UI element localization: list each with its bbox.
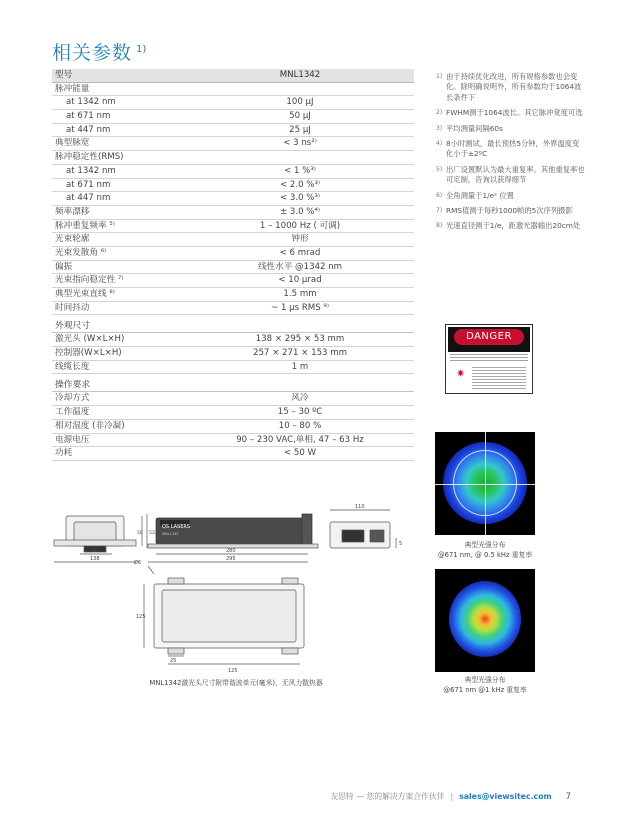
beam-profile-671nm-1khz: [435, 569, 535, 672]
header-model: MNL1342: [279, 70, 321, 80]
page-title: 相关参数 $^{1)}$: [52, 42, 147, 64]
row-value: < 3.0 %³⁾: [279, 193, 321, 204]
row-label: at 671 nm: [66, 111, 111, 122]
table-row: [52, 124, 414, 138]
dim-53: 53.5: [149, 531, 160, 536]
row-value: ± 3.0 %⁴⁾: [279, 206, 321, 217]
footnote: [436, 165, 586, 186]
row-value: < 10 μrad: [278, 275, 322, 286]
spec-rows: [52, 83, 414, 316]
beam-caption-2: 典型光强分布 @671 nm @1 kHz 重复率: [443, 676, 527, 694]
dimension-drawing: [50, 500, 422, 678]
footnote-number: 5): [436, 165, 443, 173]
footnote-text: 光速直径测于1/e，距激光器输出20cm处: [446, 221, 581, 231]
spec-table: [52, 69, 414, 461]
table-row: [52, 247, 414, 261]
footer-email-link[interactable]: sales@viewsitec.com: [459, 792, 552, 801]
table-row: [52, 434, 414, 448]
footnote-number: 2): [436, 109, 443, 117]
row-value: < 50 W: [283, 448, 317, 459]
row-label: at 1342 nm: [66, 165, 116, 176]
row-label: 时间抖动: [55, 302, 90, 313]
row-value: 1 m: [291, 361, 309, 372]
table-row: [52, 333, 414, 347]
page-number: 7: [565, 791, 571, 801]
row-label: 脉冲重复频率 ⁵⁾: [55, 220, 115, 231]
row-label: 典型光束直线 ⁸⁾: [55, 289, 115, 299]
model-label: MNL1342: [162, 532, 179, 536]
header-label: 型号: [55, 70, 73, 80]
row-value: < 1 %³⁾: [284, 165, 316, 176]
row-label: 功耗: [55, 448, 73, 459]
table-row: [52, 261, 414, 275]
table-row: [52, 392, 414, 406]
row-label: 光束轮廓: [55, 234, 90, 245]
table-row: [52, 233, 414, 247]
danger-label: [445, 324, 533, 394]
row-value: 257 × 271 × 153 mm: [252, 348, 347, 359]
table-row: [52, 110, 414, 124]
row-value: < 6 mrad: [279, 247, 321, 258]
footnote: [436, 139, 586, 160]
table-row: [52, 165, 414, 179]
row-label: 脉冲稳定性(RMS): [55, 152, 124, 163]
table-row: [52, 151, 414, 165]
footer-tagline: 友思特 — 您的解决方案合作伙伴: [330, 792, 445, 801]
row-label: at 447 nm: [66, 193, 111, 204]
dim-6: Ø6: [134, 560, 142, 566]
crosshair-vertical: [485, 432, 486, 535]
row-value: < 2.0 %³⁾: [279, 179, 321, 190]
operation-rows: [52, 392, 414, 460]
footnote: [436, 191, 586, 201]
row-label: at 671 nm: [66, 179, 111, 190]
row-value: [186, 151, 414, 164]
row-value: 线性水平 @1342 nm: [257, 261, 343, 272]
table-row: [52, 206, 414, 220]
row-label: 相对湿度 (非冷凝): [55, 420, 125, 431]
row-label: 偏振: [55, 261, 73, 272]
footnote-number: 8): [436, 222, 443, 230]
footnote-text: 平均测量间隔60s: [446, 123, 503, 133]
warning-text-lines-2: [472, 367, 526, 391]
warning-text-lines: [450, 354, 528, 363]
row-label: 脉冲能量: [55, 83, 90, 94]
row-label: 电源电压: [55, 434, 90, 445]
dim-25: 25: [170, 658, 177, 664]
table-row: [52, 302, 414, 316]
footnote-number: 7): [436, 207, 443, 215]
row-label: 典型脉宽: [55, 138, 90, 149]
footnote-text: 由于持续优化改进，所有规格参数也会变化。除明确说明外，所有参数均于1064波长条件下: [446, 72, 582, 102]
row-label: at 1342 nm: [66, 97, 116, 108]
row-label: 工作温度: [55, 407, 90, 418]
title-footnote: 1): [136, 43, 147, 55]
section-dimensions: 外观尺寸: [52, 315, 414, 333]
table-row: [52, 361, 414, 375]
footer-separator: |: [450, 792, 454, 801]
table-row: [52, 447, 414, 461]
section-operation: 操作要求: [52, 374, 414, 392]
row-label: 激光头 (W×L×H): [55, 334, 125, 345]
footnote-number: 1): [436, 73, 443, 80]
footnote-text: 8小时测试，最长预热5分钟，外界温度变化小于±2ºC: [446, 139, 580, 159]
dim-138: 138: [90, 556, 100, 562]
row-value: 1 – 1000 Hz ( 可调): [259, 220, 341, 231]
row-value: 风冷: [291, 393, 309, 404]
row-value: 钟形: [291, 234, 309, 245]
table-row: [52, 179, 414, 193]
table-row: [52, 83, 414, 97]
dim-50: 50: [137, 531, 143, 536]
dim-295: 295: [226, 556, 236, 562]
table-header-row: [52, 69, 414, 83]
brand-label: QS LASERS: [162, 524, 191, 530]
footnote-text: 出厂设置默认为最大重复率。其他重复率也可定制，咨询以获得细节: [446, 164, 585, 185]
row-label: 光束发散角 ⁶⁾: [55, 247, 107, 258]
row-value: 138 × 295 × 53 mm: [255, 334, 345, 345]
row-value: 50 μJ: [289, 111, 311, 122]
table-row: [52, 96, 414, 110]
beam-profile-671nm-0.5khz: [435, 432, 535, 535]
footnote-text: FWHM测于1064波长。其它脉冲宽度可选: [446, 108, 583, 118]
row-value: 10 – 80 %: [278, 420, 322, 431]
row-label: 控制器(W×L×H): [55, 348, 122, 359]
row-value: 15 – 30 ºC: [277, 407, 323, 418]
footnote: [436, 108, 586, 118]
beam-caption-1: 典型光强分布 @671 nm, @ 0.5 kHz 重复率: [437, 541, 533, 559]
table-row: [52, 274, 414, 288]
footnote-number: 3): [436, 124, 443, 132]
row-label: at 447 nm: [66, 124, 111, 135]
footnote: [436, 221, 586, 231]
footnote: [436, 124, 586, 134]
row-value: [186, 83, 414, 96]
row-label: 线缆长度: [55, 361, 90, 372]
footnote-number: 4): [436, 140, 443, 148]
table-row: [52, 192, 414, 206]
row-value: 1.5 mm: [283, 289, 317, 299]
dim-280: 280: [226, 548, 236, 554]
dim-110: 110: [355, 504, 365, 510]
dim-125-vertical: 125: [136, 614, 146, 620]
footer: [330, 791, 571, 802]
row-label: 冷却方式: [55, 393, 90, 404]
table-row: [52, 420, 414, 434]
beam-spot: [449, 581, 521, 657]
row-value: ~ 1 μs RMS ⁹⁾: [271, 302, 329, 313]
row-value: 90 – 230 VAC,单相, 47 – 63 Hz: [236, 434, 364, 445]
drawing-caption: MNL1342激光头尺寸附带谐波单元(毫米)，无风力散热器: [149, 679, 323, 687]
dim-40: 40: [92, 548, 99, 554]
dim-5: 5: [399, 541, 403, 547]
dim-125-horizontal: 125: [228, 668, 238, 674]
row-label: 频率漂移: [55, 206, 90, 217]
table-row: [52, 220, 414, 234]
row-value: 25 μJ: [289, 124, 311, 135]
row-label: 光束指向稳定性 ⁷⁾: [55, 275, 124, 286]
danger-text: DANGER: [454, 329, 524, 345]
table-row: [52, 406, 414, 420]
table-row: [52, 288, 414, 302]
footnote-text: RMS值测于每秒1000帧的5次序列摄影: [446, 206, 573, 216]
footnotes: [436, 72, 586, 237]
footnote-number: 6): [436, 191, 443, 199]
laser-hazard-icon: ✷: [456, 367, 466, 380]
footnote-text: 全角测量于1/e² 位置: [446, 190, 514, 200]
footnote: [436, 206, 586, 216]
row-value: < 3 ns²⁾: [283, 138, 317, 149]
dimension-rows: [52, 333, 414, 374]
footnote: [436, 72, 586, 103]
table-row: [52, 137, 414, 151]
table-row: [52, 347, 414, 361]
row-value: 100 μJ: [286, 97, 314, 108]
